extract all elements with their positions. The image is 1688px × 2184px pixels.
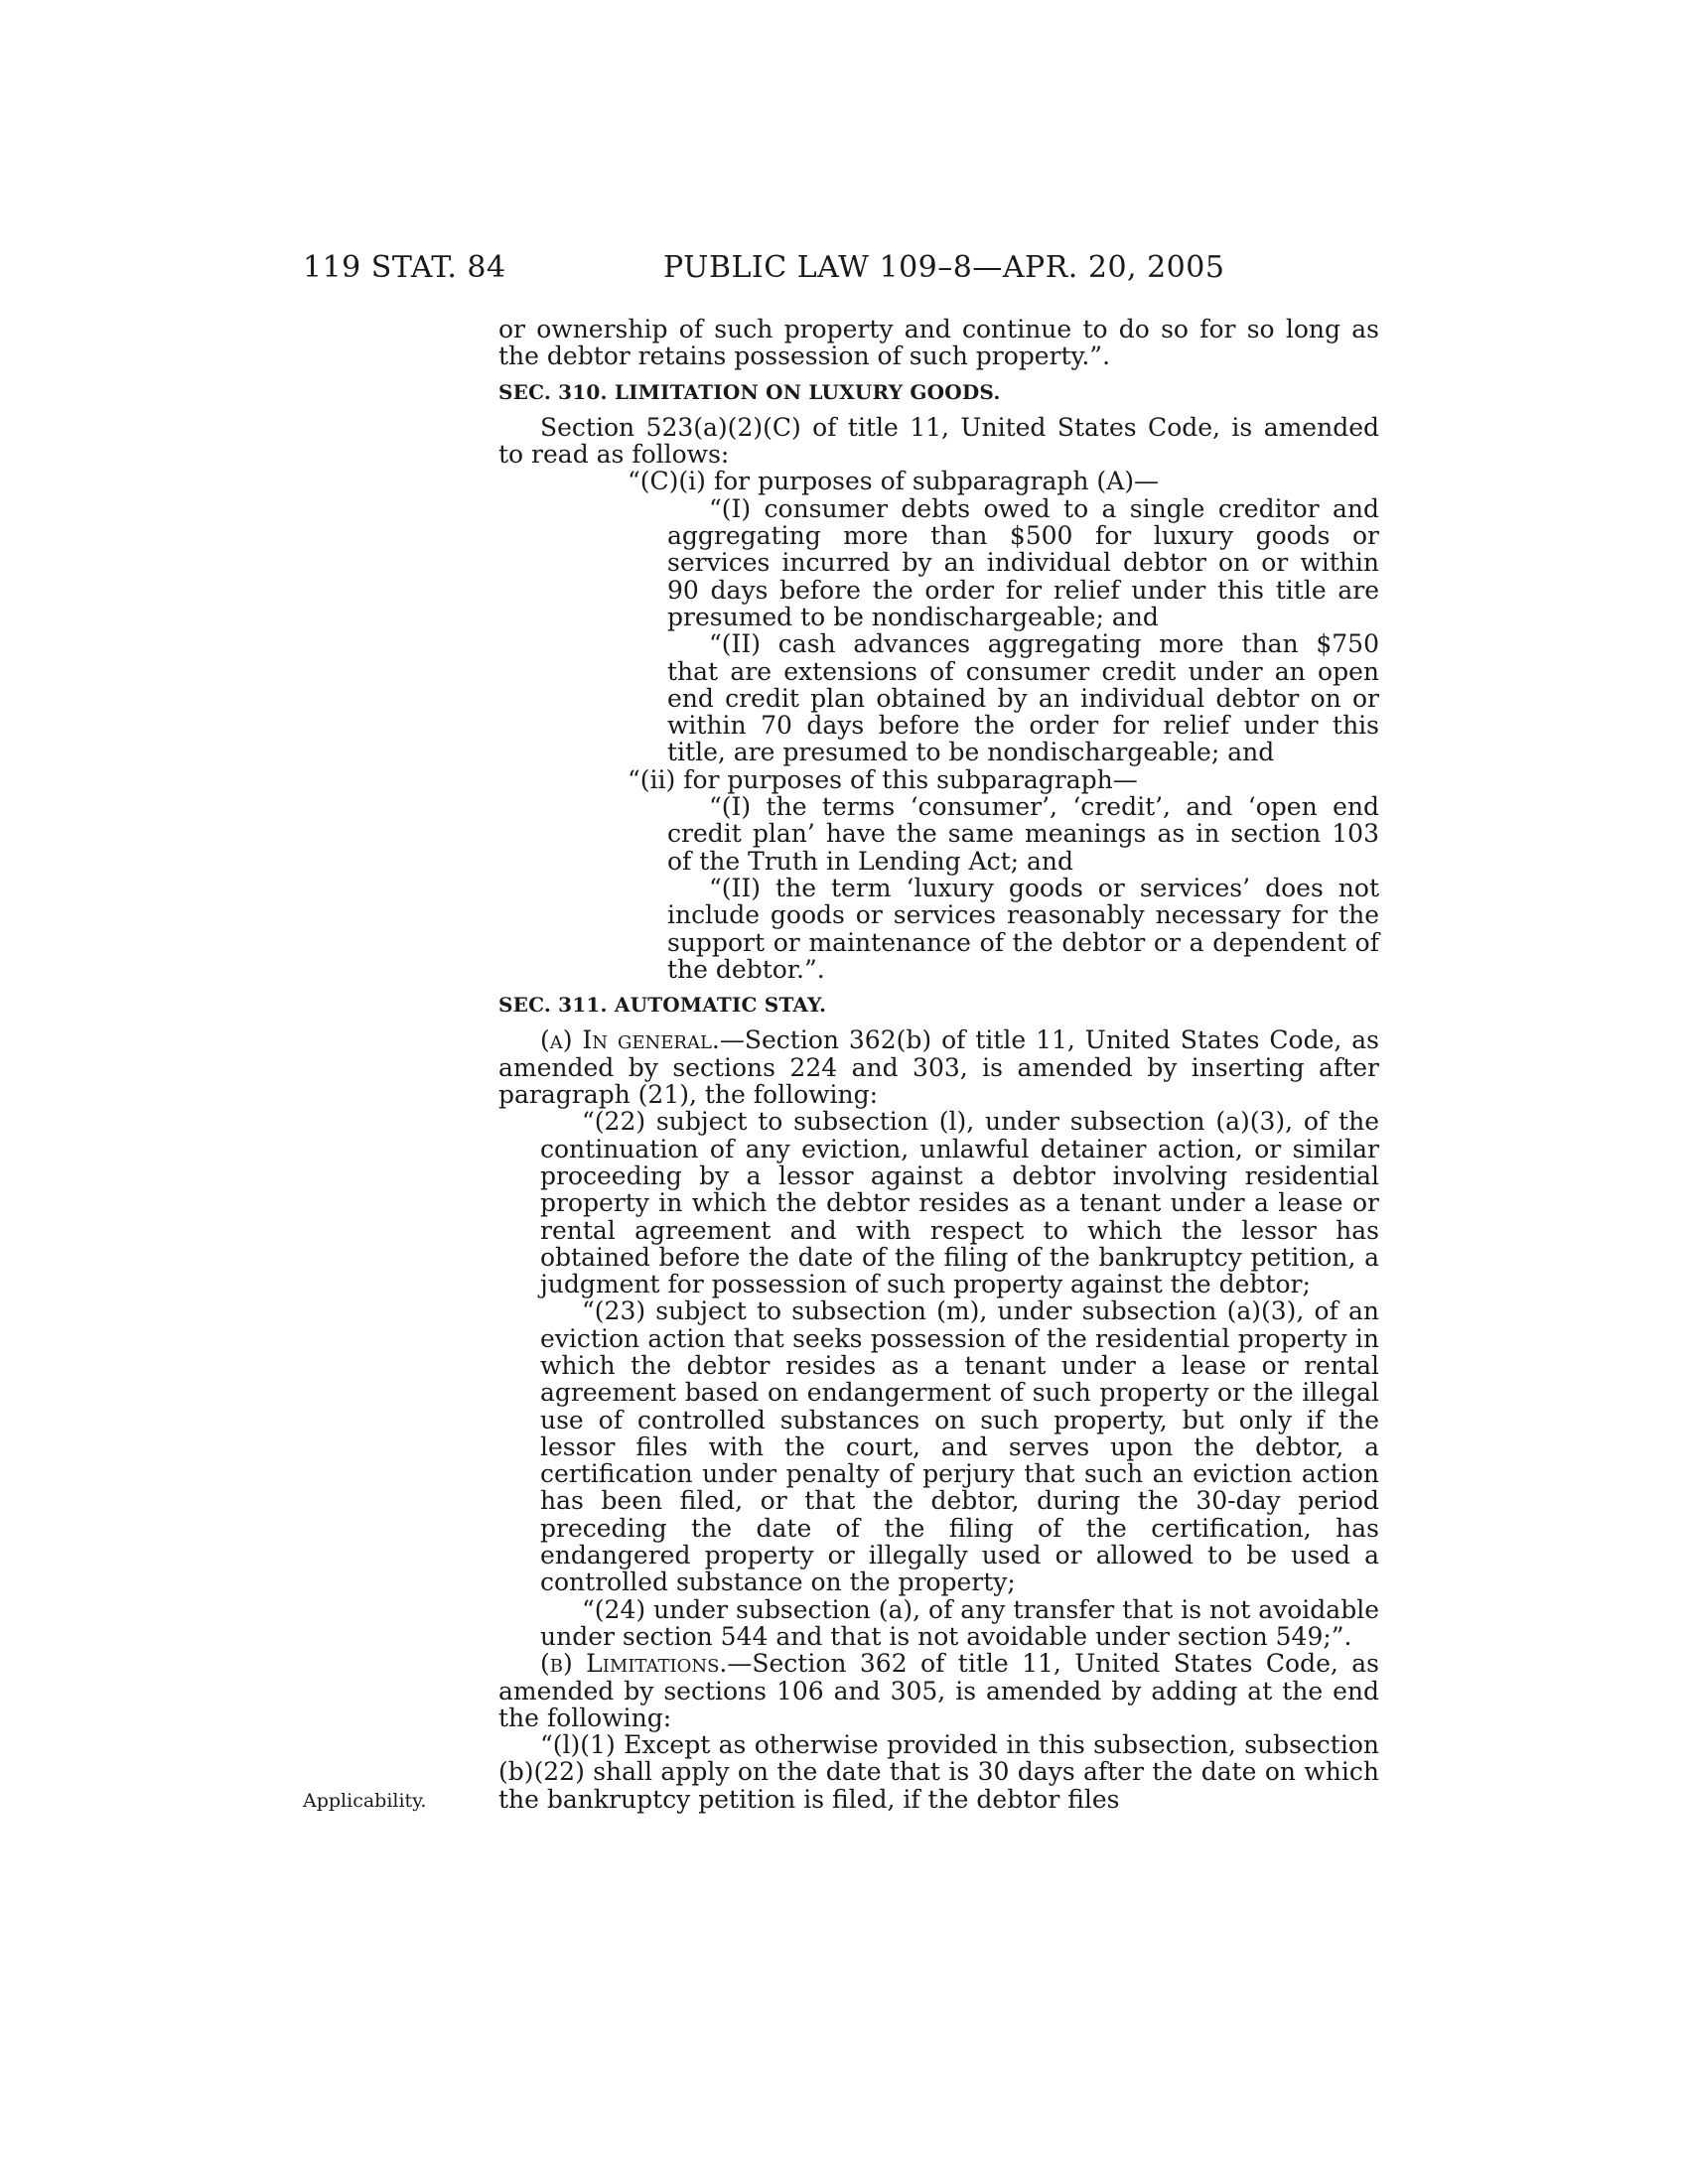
subsection-a: [498, 1026, 1379, 1108]
paragraph-23: “(23) subject to subsection (m), under subsection (a)(3), of an eviction action that seeks possession of the residential property in which the debtor resides as a tenant under a lease or rental agreement based on endangerment of such property or the illegal use of controlled substances on such property, but only if the lessor files with the court, and serves upon the debtor, a certification under penalty of perjury that such an eviction action has been filed, or that the debtor, during the 30-day period preceding the date of the filing of the certification, has endangered property or illegally used or allowed to be used a controlled substance on the property;: [540, 1297, 1379, 1597]
subsection-a-label: (a) In general.: [540, 1025, 720, 1055]
section-heading-311: SEC. 311. AUTOMATIC STAY.: [498, 993, 827, 1018]
subclause-c-ii-I: “(I) the terms ‘consumer’, ‘credit’, and ‘open end credit plan’ have the same meanings as in section 103 of the Truth in Lending Act; and: [667, 792, 1379, 876]
subsection-l-1: “(l)(1) Except as otherwise provided in this subsection, subsection (b)(22) shall apply on the date that is 30 days after the date on which the bankruptcy petition is filed, if the debtor files: [498, 1730, 1379, 1814]
subclause-c-ii-II: “(II) the term ‘luxury goods or services’ does not include goods or services reasonably necessary for the support or maintenance of the debtor or a dependent of the debtor.”.: [667, 873, 1379, 984]
margin-note: Applicability.: [303, 1790, 427, 1812]
subclause-c-i-II: “(II) cash advances aggregating more than $750 that are extensions of consumer credit under an open end credit plan obtained by an individual debtor on or within 70 days before the order for relief under this title, are presumed to be nondischargeable; and: [667, 629, 1379, 767]
clause-c-ii: “(ii) for purposes of this subparagraph—: [628, 764, 1138, 794]
sec310-intro: Section 523(a)(2)(C) of title 11, United States Code, is amended to read as follows:: [498, 412, 1379, 470]
subsection-b-label: (b) Limitations.: [540, 1649, 728, 1679]
section-heading-310: SEC. 310. LIMITATION ON LUXURY GOODS.: [498, 379, 1001, 404]
subclause-c-i-I: “(I) consumer debts owed to a single creditor and aggregating more than $500 for luxury goods or services incurred by an individual debtor on or within 90 days before the order for relief under this title are presumed to be nondischargeable; and: [667, 493, 1379, 631]
stat-page-number: 119 STAT. 84: [303, 250, 506, 285]
paragraph-22: “(22) subject to subsection (l), under subsection (a)(3), of the continuation of any eviction, unlawful detainer action, or similar proceeding by a lessor against a debtor involving residential property in which the debtor resides as a tenant under a lease or rental agreement and with respect to which the lessor has obtained before the date of the filing of the bankruptcy petition, a judgment for possession of such property against the debtor;: [540, 1107, 1379, 1299]
body-text: [498, 316, 1379, 1813]
subsection-a-text: —Section 362(b) of title 11, United States Code, as amended by sections 224 and 303, is amended by inserting after paragraph (21), the following:: [498, 1025, 1380, 1110]
subsection-b: [498, 1650, 1379, 1731]
paragraph-24: “(24) under subsection (a), of any transfer that is not avoidable under section 544 and that is not avoidable under section 549;”.: [540, 1594, 1379, 1651]
subsection-b-text: —Section 362 of title 11, United States Code, as amended by sections 106 and 305, is amended by adding at the end the following:: [498, 1649, 1379, 1732]
continuation-paragraph: or ownership of such property and continue to do so for so long as the debtor retains possession of such property.”.: [498, 315, 1379, 371]
clause-c-i: “(C)(i) for purposes of subparagraph (A)—: [628, 467, 1159, 496]
running-header: PUBLIC LAW 109–8—APR. 20, 2005: [663, 250, 1225, 285]
